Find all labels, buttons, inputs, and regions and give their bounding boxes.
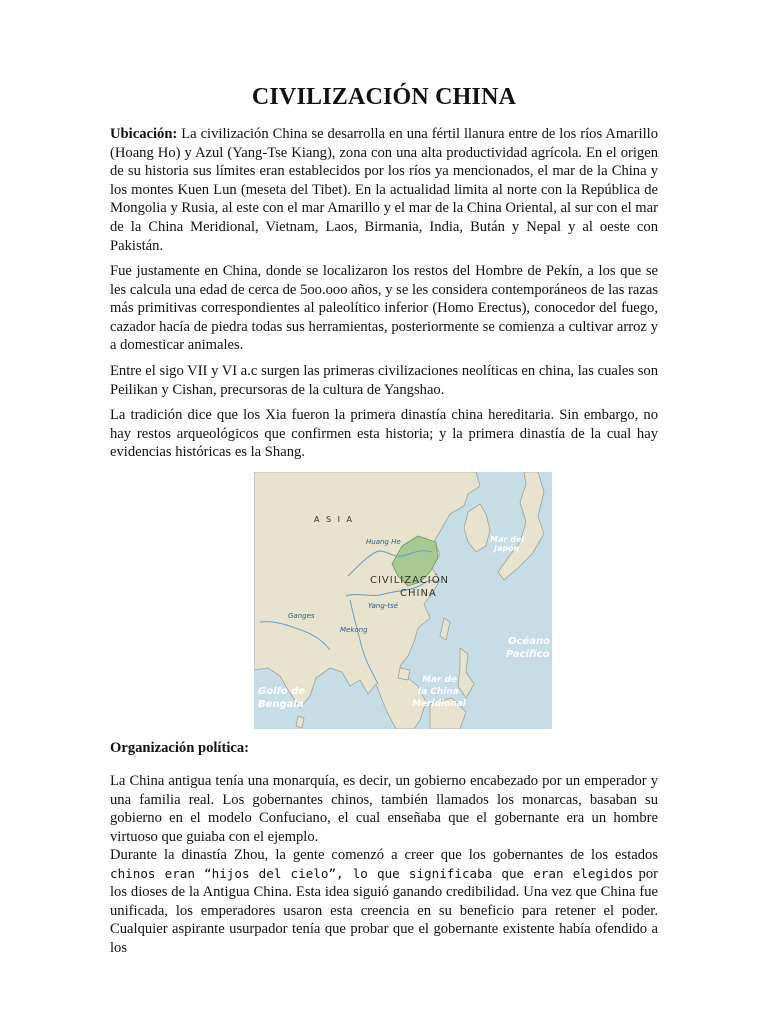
paragraph-monarquia: La China antigua tenía una monarquía, es decir, un gobierno encabezado por un emperador y una familia real. Los gobernantes chinos, también llamados los monarcas, basaban su gobierno en el modelo Confuciano, el cual enseñaba que el gobernante era un hombre virtuoso que guiaba con el ejemplo. [110, 773, 658, 845]
section-heading-organizacion: Organización política: [110, 740, 250, 756]
paragraph-hombre-pekin: Fue justamente en China, donde se localizaron los restos del Hombre de Pekín, a los que se les calcula una edad de cerca de 5oo.ooo años, y se les considera contemporáneos de las razas más primitivas correspondientes al paleolítico inferior (Homo Erectus), conocedor del fuego, cazador hacía de piedra todas sus herramientas, posteriormente se comienza a cultivar arroz y a domesticar animales. [110, 263, 658, 354]
map-label-la-china: la China [418, 687, 459, 697]
map-label-mar-de: Mar de [422, 675, 458, 685]
map-label-japon-2: Japón [494, 544, 520, 553]
zhou-text-a: Durante la dinastía Zhou, la gente comenzó a creer que los gobernantes de los estados [110, 847, 658, 863]
paragraph-neoliticas: Entre el sigo VII y VI a.c surgen las primeras civilizaciones neolíticas en china, las cuales son Peilikan y Cishan, precursoras de la cultura de Yangshao. [110, 363, 658, 398]
map-label-japon-1: Mar del [490, 535, 524, 544]
paragraph-zhou [110, 846, 658, 958]
map-label-china: CHINA [400, 588, 437, 599]
map-label-oceano: Océano [508, 636, 550, 647]
zhou-text-b: por los dioses de la Antigua China. Esta idea siguió ganando credibilidad. Una vez que China fue unificada, los emperadores usaron esta creencia en su beneficio para retener el poder. Cualquier aspirante usurpador tenía que probar que el gobernante existente había ofendido a los [110, 865, 658, 956]
paragraph-xia: La tradición dice que los Xia fueron la primera dinastía china hereditaria. Sin embargo, no hay restos arqueológicos que confirmen esta historia; y la primera dinastía de la cual hay evidencias históricas es la Shang. [110, 407, 658, 461]
map-label-bengala: Bengala [258, 699, 304, 710]
map-label-pacifico: Pacífico [506, 649, 550, 660]
map-label-yangtse: Yang-tsé [368, 602, 399, 610]
map-label-golfo: Golfo de [258, 686, 306, 697]
ubicacion-text: La civilización China se desarrolla en una fértil llanura entre de los ríos Amarillo (Hoang Ho) y Azul (Yang-Tse Kiang), zona con una alta productividad agrícola. En el origen de su historia sus límites eran establecidos por los ríos ya mencionados, el mar de la China y los montes Kuen Lun (meseta del Tibet). En la actualidad limita al norte con la República de Mongolia y Rusia, al este con el mar Amarillo y el mar de la China Oriental, al sur con el mar de la China Meridional, Vietnam, Laos, Birmania, India, Bután y Nepal y al oeste con Pakistán. [110, 126, 658, 254]
map-label-mekong: Mekong [340, 626, 368, 634]
china-map-svg [254, 472, 552, 729]
ubicacion-label: Ubicación: [110, 126, 178, 142]
map-label-ganges: Ganges [288, 612, 315, 620]
china-map [254, 472, 552, 729]
map-label-asia: A S I A [314, 515, 355, 524]
map-label-civilizacion: CIVILIZACIÓN [370, 575, 450, 586]
map-label-huang-he: Huang He [366, 538, 401, 546]
map-label-meridional: Meridional [412, 699, 466, 709]
document-title: CIVILIZACIÓN CHINA [251, 84, 517, 110]
map-hainan [398, 668, 410, 680]
paragraph-ubicacion [110, 125, 658, 255]
zhou-text-highlight: chinos eran “hijos del cielo”, lo que significaba que eran elegidos [110, 865, 634, 881]
